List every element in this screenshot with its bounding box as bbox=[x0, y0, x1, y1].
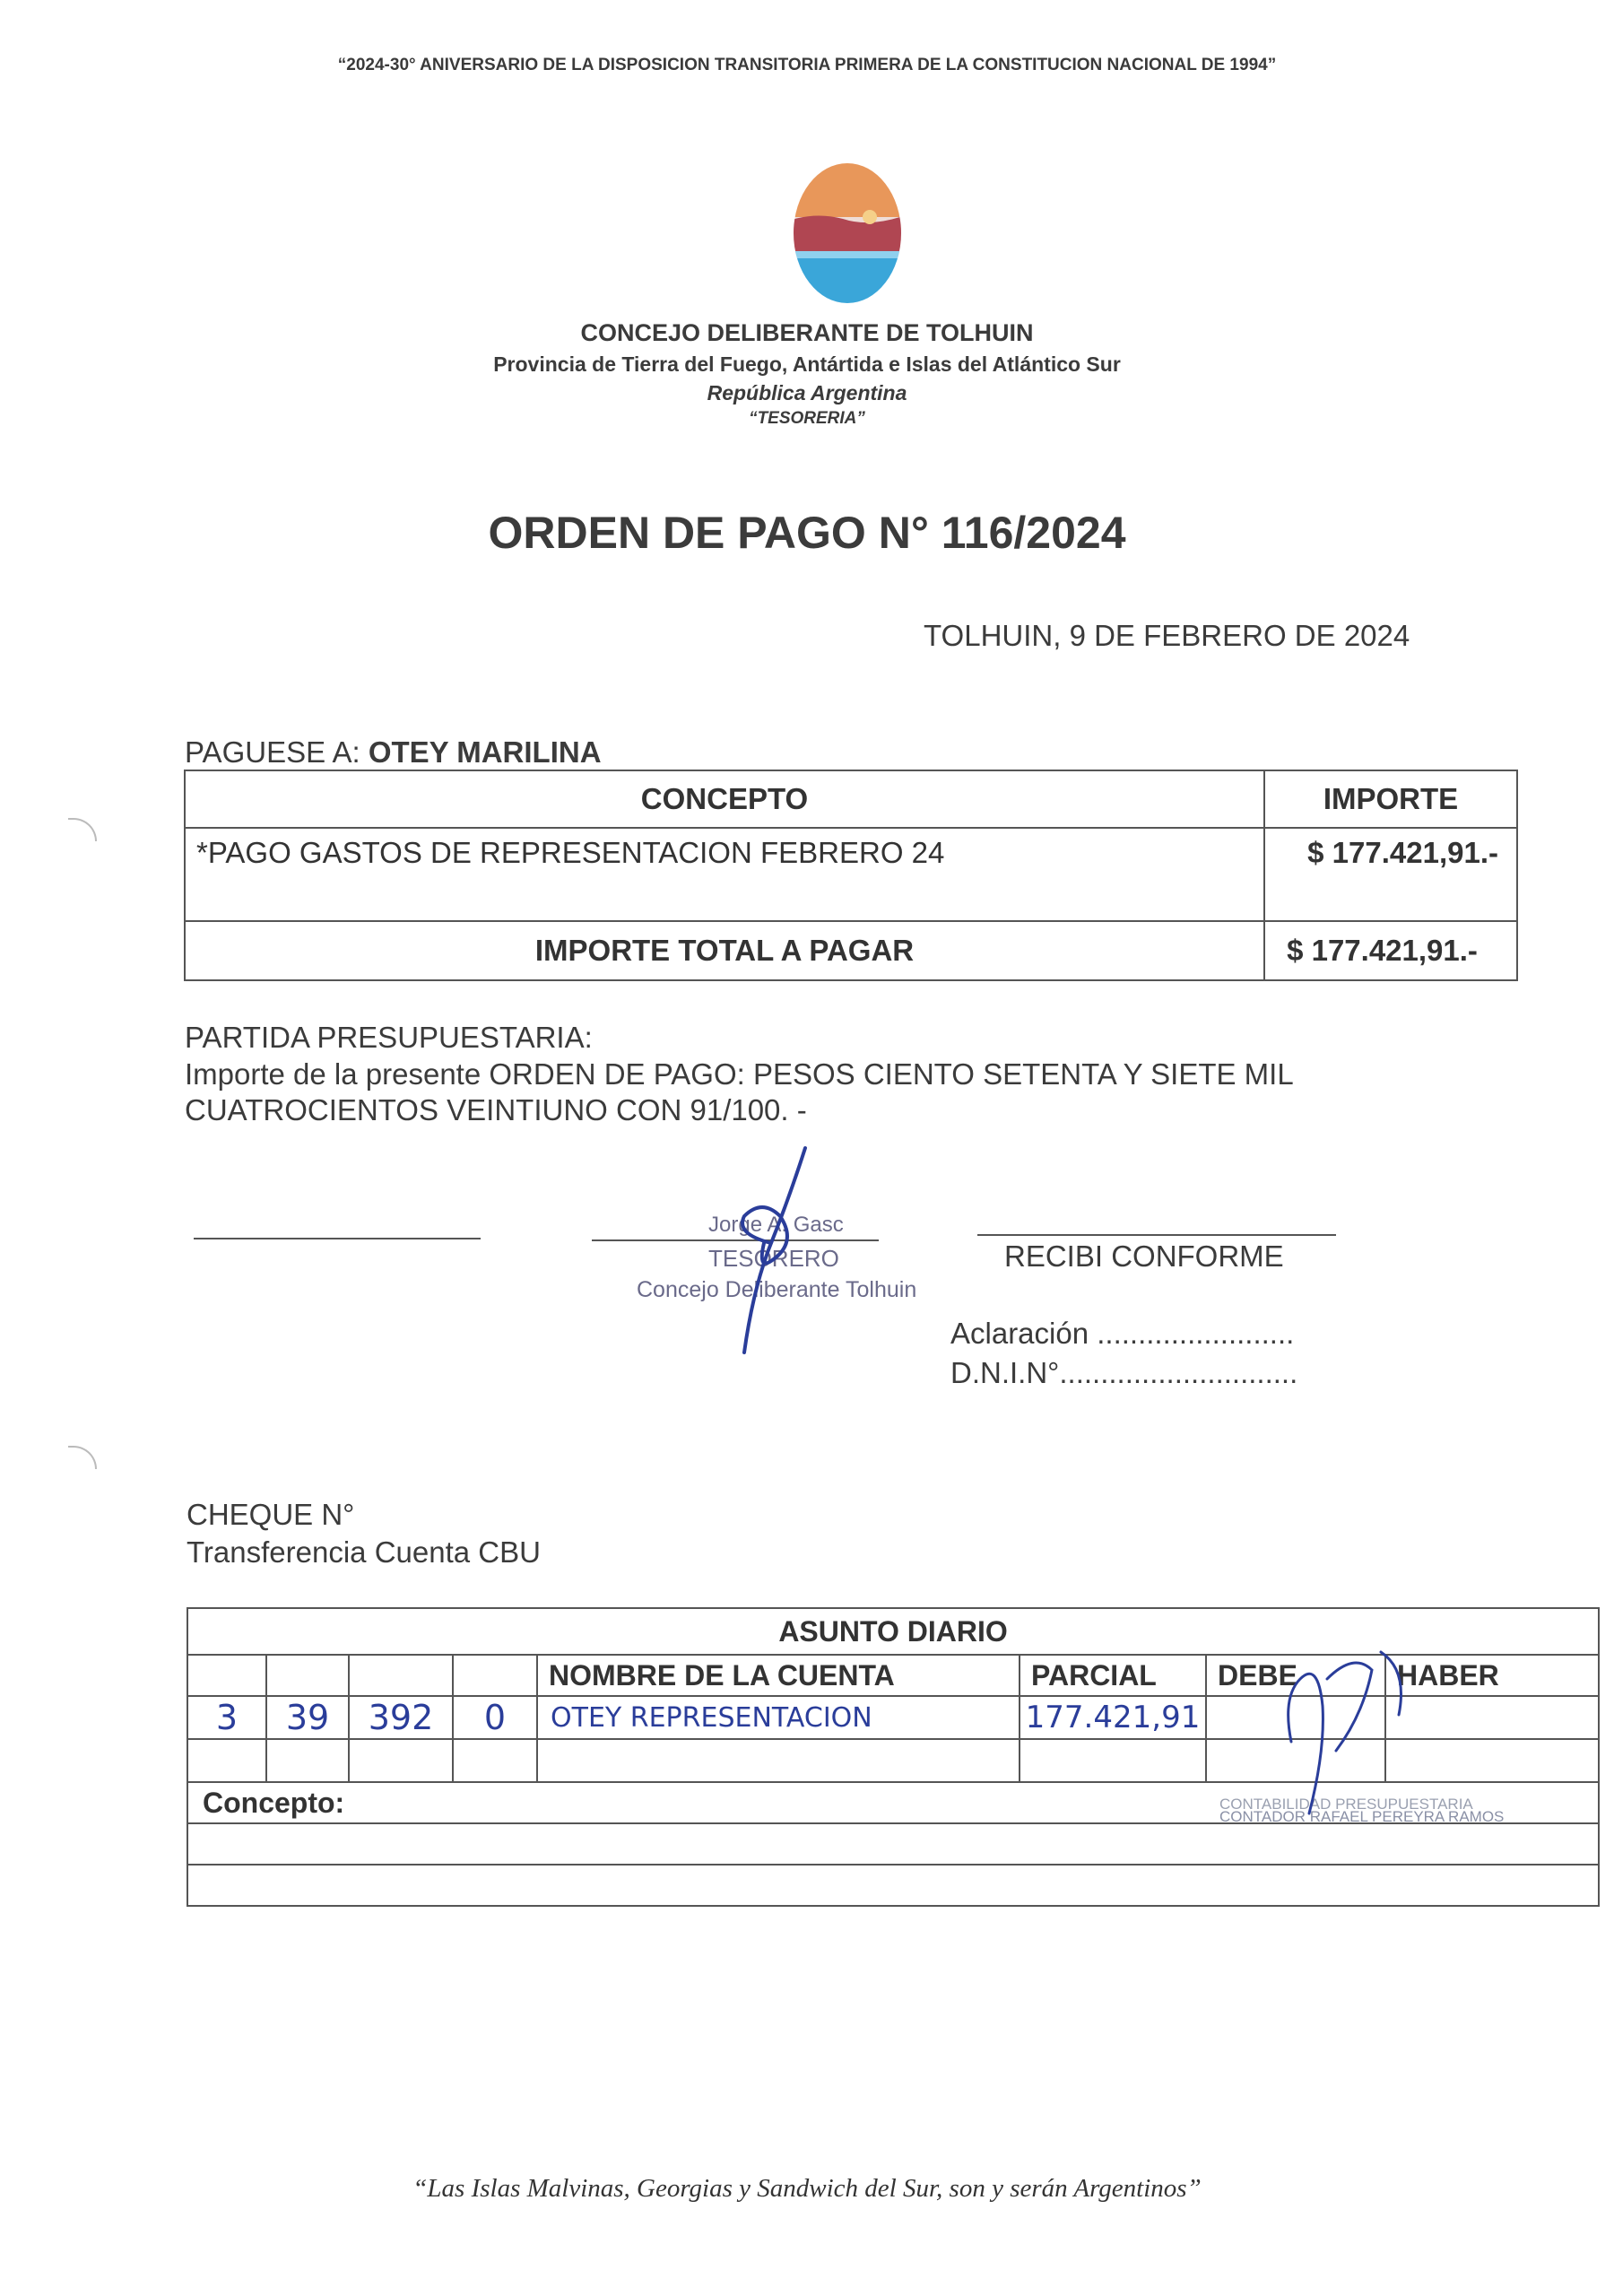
journal-concept-line bbox=[187, 1865, 1599, 1906]
payee-name: OTEY MARILINA bbox=[368, 735, 602, 769]
journal-concept-line bbox=[187, 1823, 1599, 1865]
amount-in-words: Importe de la presente ORDEN DE PAGO: PESOS CIENTO SETENTA Y SIETE MIL CUATROCIENTOS VEINTIUNO CON 91/100. - bbox=[185, 1057, 1293, 1126]
footer-motto: “Las Islas Malvinas, Georgias y Sandwich del Sur, son y serán Argentinos” bbox=[412, 2174, 1202, 2203]
treasurer-stamp-org: Concejo Deliberante Tolhuin bbox=[637, 1277, 917, 1302]
order-title: ORDEN DE PAGO N° 116/2024 bbox=[488, 508, 1126, 558]
amount-header: IMPORTE bbox=[1264, 770, 1517, 828]
treasurer-stamp-name: Jorge A. Gasc bbox=[708, 1213, 844, 1237]
account-code-4: 0 bbox=[453, 1696, 537, 1739]
total-amount: $ 177.421,91.- bbox=[1264, 921, 1517, 980]
account-name-handwritten: OTEY REPRESENTACION bbox=[537, 1696, 1020, 1739]
account-code-2: 39 bbox=[266, 1696, 349, 1739]
accounting-stamp-line-1: CONTABILIDAD PRESUPUESTARIA bbox=[1219, 1796, 1473, 1813]
credit-header: HABER bbox=[1385, 1655, 1599, 1696]
treasurer-signature bbox=[717, 1144, 825, 1360]
department-name: “TESORERIA” bbox=[749, 409, 865, 428]
signature-line-1 bbox=[194, 1238, 481, 1239]
accountant-signature bbox=[1273, 1643, 1417, 1822]
transfer-method: Transferencia Cuenta CBU bbox=[187, 1535, 541, 1569]
order-date: TOLHUIN, 9 DE FEBRERO DE 2024 bbox=[924, 619, 1410, 652]
treasurer-stamp-role: TESORERO bbox=[708, 1245, 839, 1272]
payee-line bbox=[185, 735, 602, 770]
province-name: Provincia de Tierra del Fuego, Antártida e Islas del Atlántico Sur bbox=[493, 352, 1121, 376]
debit-header: DEBE bbox=[1206, 1655, 1385, 1696]
total-label: IMPORTE TOTAL A PAGAR bbox=[185, 921, 1264, 980]
anniversary-banner: “2024-30° ANIVERSARIO DE LA DISPOSICION TRANSITORIA PRIMERA DE LA CONSTITUCION NACIONAL DE 1994” bbox=[337, 56, 1277, 74]
journal-concept-label: Concepto: bbox=[187, 1782, 1599, 1823]
cheque-number: CHEQUE N° bbox=[187, 1498, 355, 1531]
accounting-stamp-line-2: CONTADOR RAFAEL PEREYRA RAMOS bbox=[1219, 1808, 1505, 1825]
account-code-1: 3 bbox=[187, 1696, 266, 1739]
clarification-field: Aclaración ........................ bbox=[950, 1317, 1295, 1350]
received-conforming: RECIBI CONFORME bbox=[1004, 1239, 1284, 1273]
account-name-header: NOMBRE DE LA CUENTA bbox=[537, 1655, 1020, 1696]
org-name: CONCEJO DELIBERANTE DE TOLHUIN bbox=[580, 319, 1034, 346]
amount-cell: $ 177.421,91.- bbox=[1264, 828, 1517, 921]
partial-handwritten: 177.421,91 bbox=[1020, 1696, 1206, 1739]
partial-header: PARCIAL bbox=[1020, 1655, 1206, 1696]
margin-punch-mark bbox=[68, 818, 97, 841]
journal-title: ASUNTO DIARIO bbox=[187, 1608, 1599, 1655]
payee-label: PAGUESE A: bbox=[185, 735, 360, 769]
payment-table bbox=[184, 770, 1518, 981]
account-code-3: 392 bbox=[349, 1696, 453, 1739]
country-name: República Argentina bbox=[707, 381, 907, 404]
margin-punch-mark bbox=[68, 1446, 97, 1469]
dni-field: D.N.I.N°............................. bbox=[950, 1356, 1298, 1389]
concept-header: CONCEPTO bbox=[185, 770, 1264, 828]
council-logo bbox=[789, 161, 906, 305]
signature-line-3 bbox=[977, 1234, 1336, 1236]
concept-cell: *PAGO GASTOS DE REPRESENTACION FEBRERO 24 bbox=[185, 828, 1264, 921]
partida-label: PARTIDA PRESUPUESTARIA: bbox=[185, 1021, 593, 1054]
